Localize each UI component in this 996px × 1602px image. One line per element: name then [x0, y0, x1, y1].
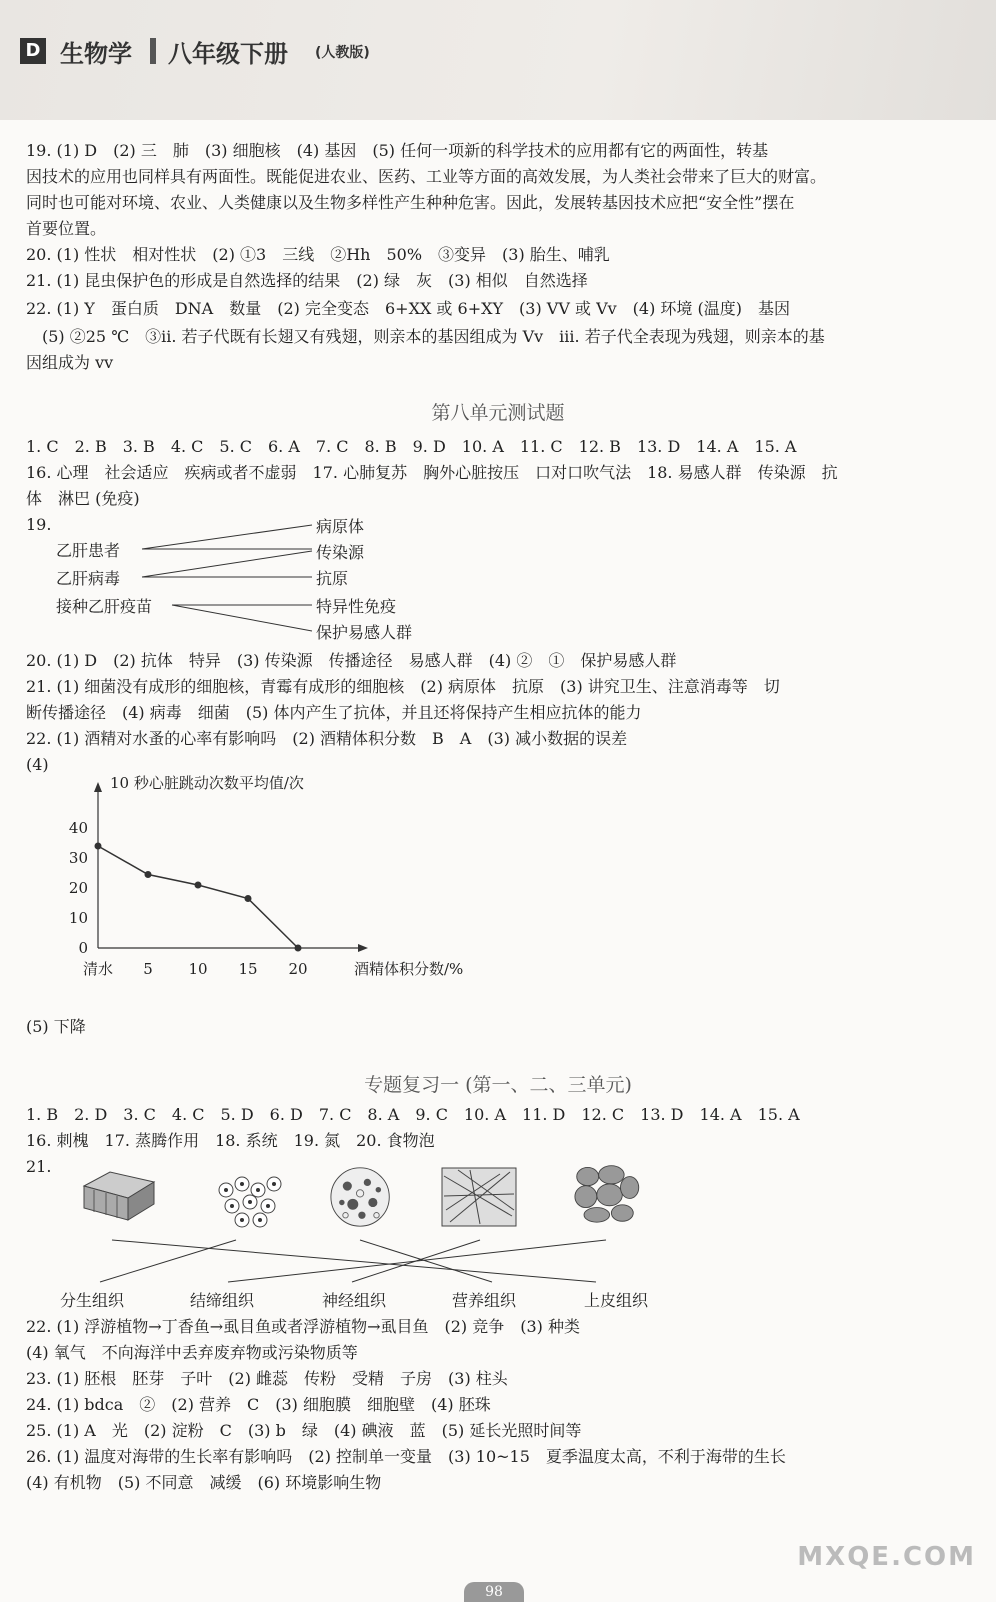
nerve-tissue-image: [440, 1166, 518, 1228]
nutrient-tissue-image: [566, 1162, 644, 1224]
answer-line: 23. (1) 胚根 胚芽 子叶 (2) 雌蕊 传粉 受精 子房 (3) 柱头: [26, 1369, 508, 1388]
x-tick-label: 15: [238, 960, 258, 978]
match-left-item: 乙肝患者: [56, 541, 121, 560]
answer-line: 21. (1) 昆虫保护色的形成是自然选择的结果 (2) 绿 灰 (3) 相似 自然选择: [26, 271, 588, 290]
tissue-match-lines: [0, 1230, 996, 1290]
match-line: [142, 551, 312, 577]
match-lines: [0, 0, 996, 700]
tissue-label: 上皮组织: [584, 1291, 649, 1310]
x-axis-label: 酒精体积分数/%: [354, 960, 464, 978]
answer-line: 因技术的应用也同样具有两面性。既能促进农业、医药、工业等方面的高效发展，为人类社会带来了巨大的财富。: [26, 167, 827, 186]
answer-line: 24. (1) bdca ② (2) 营养 C (3) 细胞膜 细胞壁 (4) 胚珠: [26, 1395, 491, 1414]
answer-line: 21. (1) 细菌没有成形的细胞核，青霉有成形的细胞核 (2) 病原体 抗原 (3) 讲究卫生、注意消毒等 切: [26, 677, 780, 696]
series-line: [98, 846, 298, 948]
answer-line: 20. (1) D (2) 抗体 特异 (3) 传染源 传播途径 易感人群 (4) ② ① 保护易感人群: [26, 651, 677, 670]
answer-line: (4): [26, 755, 49, 774]
answer-line: 26. (1) 温度对海带的生长率有影响吗 (2) 控制单一变量 (3) 10~15 夏季温度太高，不利于海带的生长: [26, 1447, 786, 1466]
answer-line: 22. (1) Y 蛋白质 DNA 数量 (2) 完全变态 6+XX 或 6+XY (3) VV 或 Vv (4) 环境 (温度) 基因: [26, 299, 791, 318]
answer-line: (4) 有机物 (5) 不同意 减缓 (6) 环境影响生物: [26, 1473, 382, 1492]
y-tick-label: 40: [68, 819, 88, 837]
data-point: [245, 895, 252, 902]
match-line: [100, 1240, 236, 1282]
y-tick-label: 10: [68, 909, 88, 927]
data-point: [295, 945, 302, 952]
data-point: [95, 843, 102, 850]
match-line: [142, 525, 312, 549]
answer-line: 首要位置。: [26, 219, 107, 238]
answer-line: 22. (1) 酒精对水蚤的心率有影响吗 (2) 酒精体积分数 B A (3) 减小数据的误差: [26, 729, 628, 748]
answer-line: (5) ②25 ℃ ③ii. 若子代既有长翅又有残翅，则亲本的基因组成为 Vv iii. 若子代全表现为残翅，则亲本的基: [26, 327, 825, 346]
section-title-unit8: 第八单元测试题: [431, 402, 565, 424]
y-tick-label: 0: [78, 939, 88, 957]
answer-line: 体 淋巴 (免疫): [26, 489, 140, 508]
blood-tissue-image: [322, 1166, 400, 1228]
subject-title: 生物学: [60, 40, 132, 68]
data-point: [145, 871, 152, 878]
answer-line: (4) 氧气 不向海洋中丢弃废弃物或污染物质等: [26, 1343, 358, 1362]
answer-line: 因组成为 vv: [26, 353, 114, 372]
x-tick-label: 10: [188, 960, 208, 978]
tissue-label: 营养组织: [452, 1291, 517, 1310]
match-right-item: 病原体: [316, 517, 365, 536]
answer-line: 19. (1) D (2) 三 肺 (3) 细胞核 (4) 基因 (5) 任何一项新的科学技术的应用都有它的两面性，转基: [26, 141, 769, 160]
grade-title: 八年级下册: [168, 40, 288, 68]
match-line: [112, 1240, 596, 1282]
answer-line: (5) 下降: [26, 1017, 86, 1036]
x-tick-label: 5: [143, 960, 153, 978]
match-line: [228, 1240, 606, 1282]
tissue-label: 结缔组织: [190, 1291, 255, 1310]
watermark: MXQE.COM: [797, 1542, 976, 1572]
match-left-item: 乙肝病毒: [56, 569, 121, 588]
answer-line: 20. (1) 性状 相对性状 (2) ①3 三线 ②Hh 50% ③变异 (3) 胎生、哺乳: [26, 245, 610, 264]
page-number: 98: [464, 1582, 524, 1602]
tissue-label: 神经组织: [322, 1291, 387, 1310]
x-tick-label: 20: [288, 960, 308, 978]
match-line: [172, 605, 312, 631]
edition-label: (人教版): [315, 45, 370, 61]
section-title-review1: 专题复习一 (第一、二、三单元): [364, 1074, 632, 1096]
data-point: [195, 882, 202, 889]
match-right-item: 特异性免疫: [316, 597, 397, 616]
x-axis-arrow: [358, 944, 368, 952]
answer-line: 1. C 2. B 3. B 4. C 5. C 6. A 7. C 8. B 9. D 10. A 11. C 12. B 13. D 14. A 15. A: [26, 437, 797, 456]
answer-line: 同时也可能对环境、农业、人类健康以及生物多样性产生种种危害。因此，发展转基因技术应把“安全性”摆在: [26, 193, 795, 212]
y-axis-label: 10 秒心脏跳动次数平均值/次: [110, 774, 304, 792]
answer-line: 21.: [26, 1157, 52, 1176]
match-right-item: 传染源: [316, 543, 365, 562]
answer-line: 16. 刺槐 17. 蒸腾作用 18. 系统 19. 氮 20. 食物泡: [26, 1131, 435, 1150]
match-line: [360, 1240, 492, 1282]
line-chart: [0, 760, 520, 990]
connective-tissue-image: [214, 1170, 292, 1232]
match-left-item: 接种乙肝疫苗: [56, 597, 153, 616]
tissue-label: 分生组织: [60, 1291, 125, 1310]
answer-line: 1. B 2. D 3. C 4. C 5. D 6. D 7. C 8. A 9. C 10. A 11. D 12. C 13. D 14. A 15. A: [26, 1105, 800, 1124]
answer-line: 16. 心理 社会适应 疾病或者不虚弱 17. 心肺复苏 胸外心脏按压 口对口吹气法 18. 易感人群 传染源 抗: [26, 463, 838, 482]
answer-line: 断传播途径 (4) 病毒 细菌 (5) 体内产生了抗体，并且还将保持产生相应抗体的能力: [26, 703, 642, 722]
x-tick-label: 清水: [82, 960, 114, 978]
y-tick-label: 20: [68, 879, 88, 897]
answer-line: 19.: [26, 515, 52, 534]
y-tick-label: 30: [68, 849, 88, 867]
match-right-item: 保护易感人群: [316, 623, 413, 642]
answer-line: 22. (1) 浮游植物→丁香鱼→虱目鱼或者浮游植物→虱目鱼 (2) 竞争 (3) 种类: [26, 1317, 581, 1336]
section-badge: D: [20, 38, 46, 64]
answer-line: 25. (1) A 光 (2) 淀粉 C (3) b 绿 (4) 碘液 蓝 (5) 延长光照时间等: [26, 1421, 582, 1440]
match-right-item: 抗原: [316, 569, 349, 588]
epithelial-tissue-image: [80, 1166, 158, 1228]
y-axis-arrow: [94, 782, 102, 792]
